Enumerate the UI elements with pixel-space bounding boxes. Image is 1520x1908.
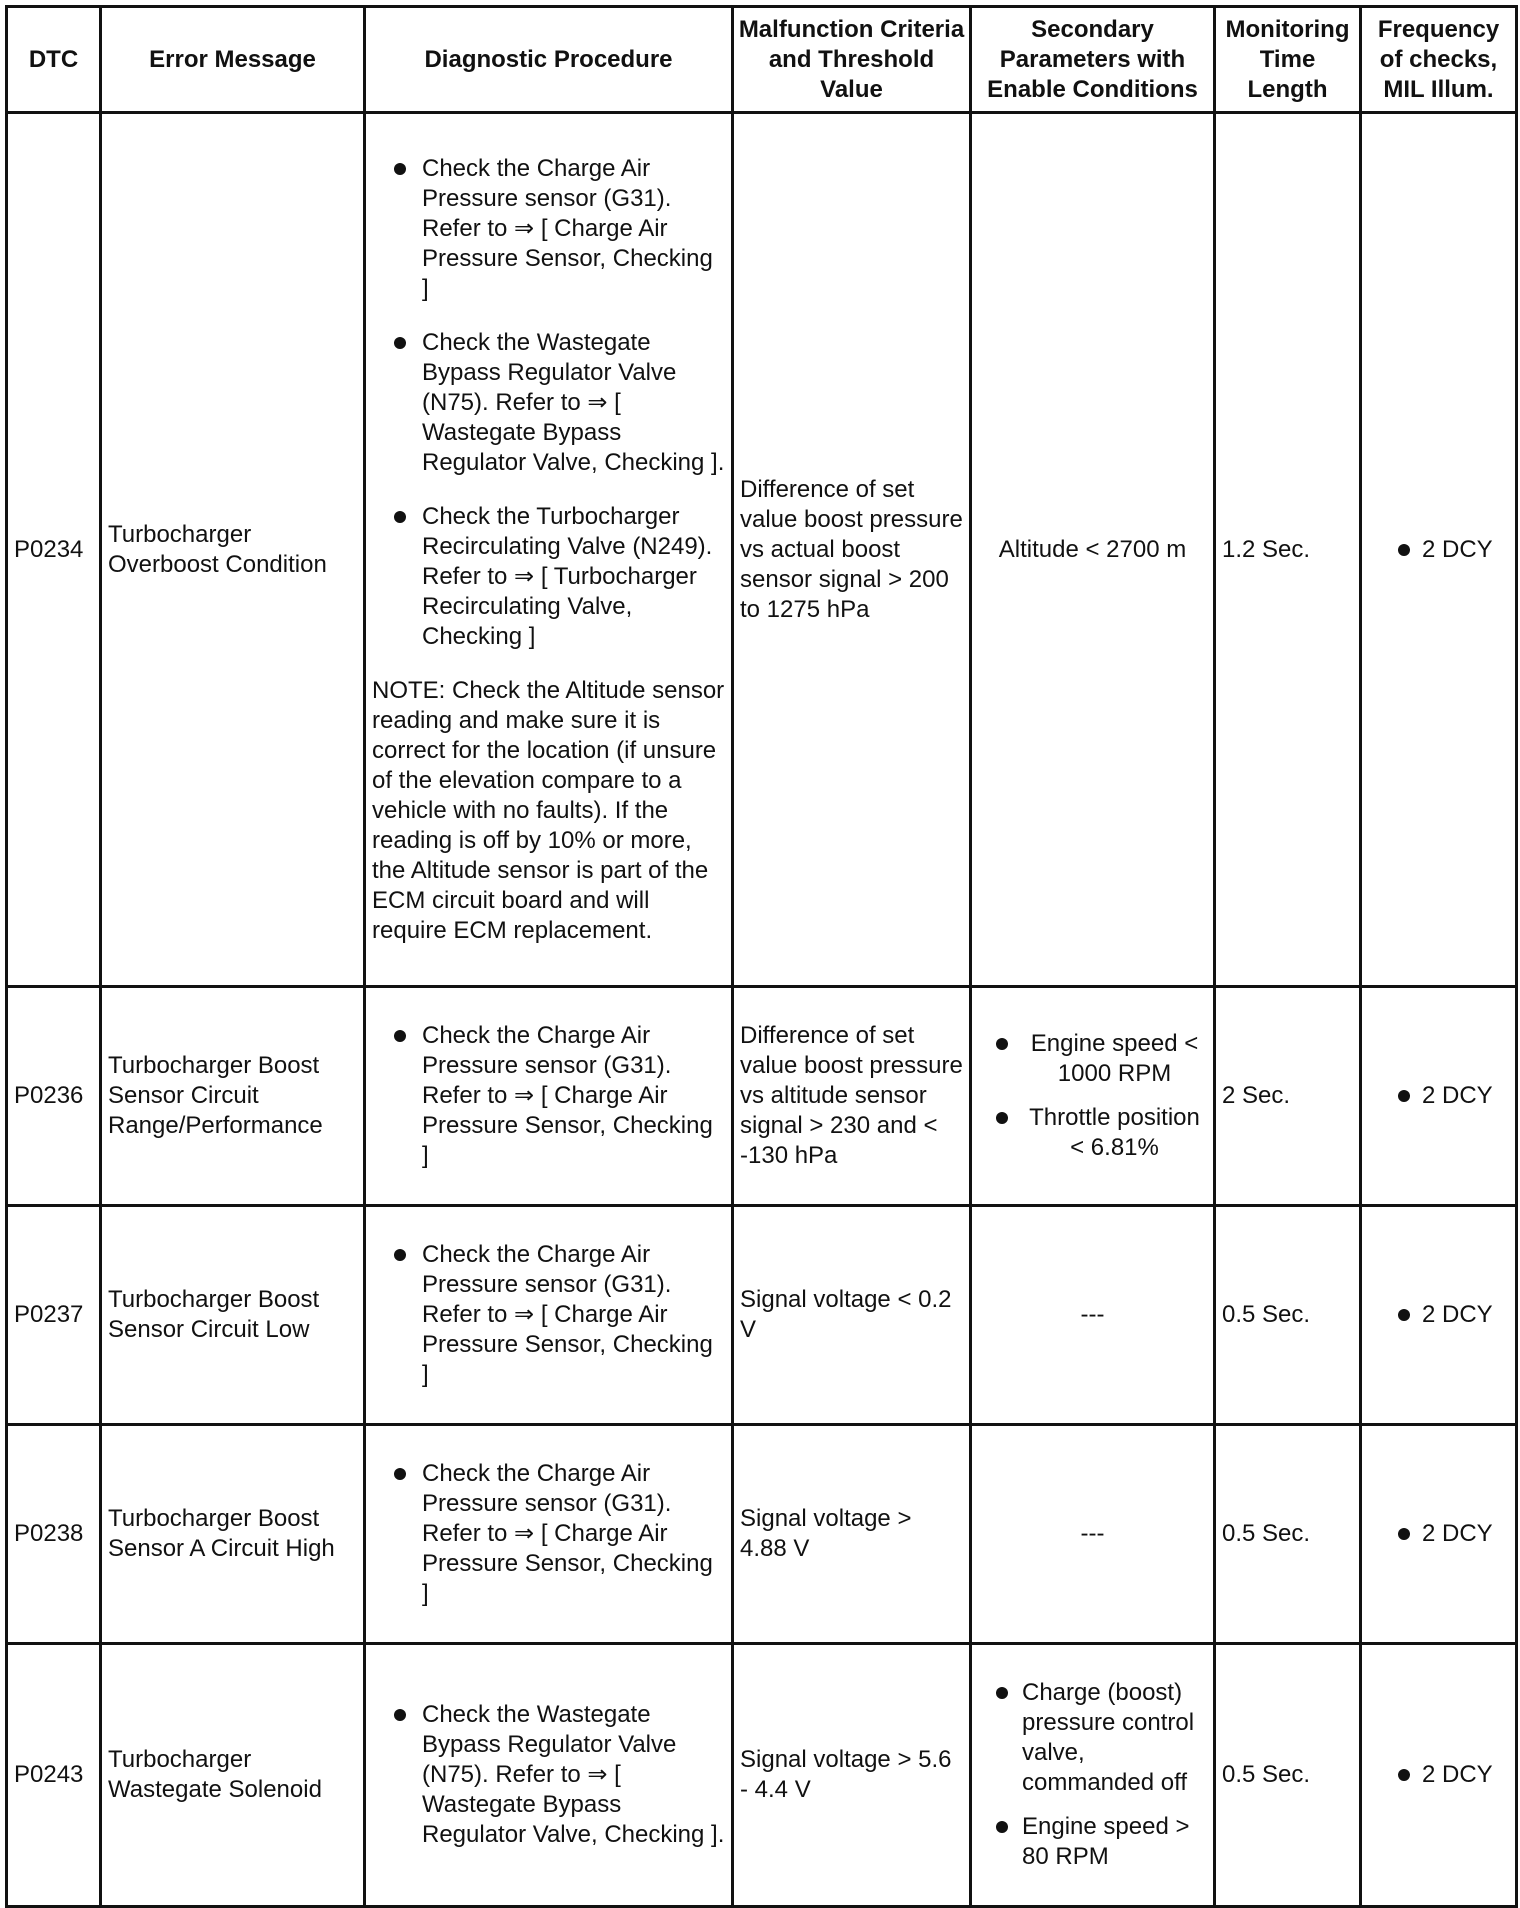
secondary-condition: Charge (boost) pressure control valve, commanded off [1022,1679,1195,1796]
bullet-icon [394,1030,406,1042]
procedure-list [372,154,725,652]
list-item [978,1678,1207,1798]
list-item [372,502,725,652]
secondary-condition: Throttle position < 6.81% [1029,1104,1200,1161]
procedure-note: NOTE: Check the Altitude sensor reading and make sure it is correct for the location (if unsure of the elevation compare to a vehicle with no faults). If the reading is off by 10% or more, the Altitude sensor is part of the ECM circuit board and will require ECM replacement. [372,676,725,944]
bullet-icon [394,1249,406,1261]
error-message: Turbocharger Overboost Condition [101,113,365,987]
monitoring-time: 0.5 Sec. [1215,1644,1361,1907]
frequency-list [1368,1519,1509,1549]
error-message: Turbocharger Boost Sensor A Circuit High [101,1425,365,1644]
secondary-list [978,1678,1207,1872]
diagnostic-procedure [365,1206,733,1425]
diagnostic-procedure [365,1644,733,1907]
frequency-list [1368,1081,1509,1111]
header-monitoring-time: Monitoring Time Length [1215,7,1361,113]
frequency-value: 2 DCY [1422,1520,1493,1547]
bullet-icon [1398,1090,1410,1102]
error-message: Turbocharger Boost Sensor Circuit Range/Performance [101,987,365,1206]
procedure-step: Check the Charge Air Pressure sensor (G31). Refer to ⇒ [ Charge Air Pressure Sensor, Checking ] [422,1241,713,1388]
monitoring-time: 0.5 Sec. [1215,1206,1361,1425]
secondary-parameters [971,987,1215,1206]
header-frequency: Frequency of checks, MIL Illum. [1361,7,1517,113]
bullet-icon [394,511,406,523]
dtc-code: P0238 [7,1425,101,1644]
bullet-icon [1398,1769,1410,1781]
header-secondary-parameters: Secondary Parameters with Enable Conditions [971,7,1215,113]
frequency [1361,113,1517,987]
header-diagnostic-procedure: Diagnostic Procedure [365,7,733,113]
list-item [1368,1300,1509,1330]
dtc-code: P0243 [7,1644,101,1907]
frequency-value: 2 DCY [1422,1301,1493,1328]
list-item [1368,1760,1509,1790]
procedure-list [372,1459,725,1609]
list-item [1368,1081,1509,1111]
frequency-value: 2 DCY [1422,535,1493,563]
frequency [1361,1644,1517,1907]
error-message: Turbocharger Boost Sensor Circuit Low [101,1206,365,1425]
procedure-step: Check the Wastegate Bypass Regulator Valve (N75). Refer to ⇒ [ Wastegate Bypass Regulator Valve, Checking ]. [422,1701,725,1848]
list-item [978,1812,1207,1872]
procedure-list [372,1021,725,1171]
table-row [7,1425,1517,1644]
frequency-list [1368,535,1509,565]
table-row [7,1206,1517,1425]
dtc-table [5,5,1518,1908]
bullet-icon [394,337,406,349]
procedure-list [372,1700,725,1850]
frequency [1361,987,1517,1206]
bullet-icon [996,1112,1008,1124]
list-item [372,154,725,304]
frequency-value: 2 DCY [1422,1082,1493,1109]
bullet-icon [1398,1309,1410,1321]
malfunction-criteria: Difference of set value boost pressure vs actual boost sensor signal > 200 to 1275 hPa [733,113,971,987]
bullet-icon [996,1821,1008,1833]
bullet-icon [394,1709,406,1721]
malfunction-criteria: Signal voltage > 4.88 V [733,1425,971,1644]
secondary-condition: Engine speed > 80 RPM [1022,1813,1190,1870]
list-item [978,1029,1207,1089]
monitoring-time: 0.5 Sec. [1215,1425,1361,1644]
frequency [1361,1206,1517,1425]
secondary-parameters: --- [971,1206,1215,1425]
monitoring-time: 2 Sec. [1215,987,1361,1206]
list-item [1368,535,1509,565]
procedure-step: Check the Charge Air Pressure sensor (G31). Refer to ⇒ [ Charge Air Pressure Sensor, Checking ] [422,1022,713,1169]
malfunction-criteria: Signal voltage < 0.2 V [733,1206,971,1425]
dtc-code: P0236 [7,987,101,1206]
bullet-icon [996,1038,1008,1050]
list-item [372,1459,725,1609]
bullet-icon [1398,544,1410,556]
table-row [7,1644,1517,1907]
diagnostic-procedure [365,1425,733,1644]
frequency [1361,1425,1517,1644]
procedure-step: Check the Charge Air Pressure sensor (G31). Refer to ⇒ [ Charge Air Pressure Sensor, Checking ] [422,1460,713,1607]
list-item [372,1700,725,1850]
monitoring-time: 1.2 Sec. [1215,113,1361,987]
error-message: Turbocharger Wastegate Solenoid [101,1644,365,1907]
procedure-list [372,1240,725,1390]
frequency-list [1368,1760,1509,1790]
header-row [7,7,1517,113]
frequency-list [1368,1300,1509,1330]
procedure-step: Check the Charge Air Pressure sensor (G31). Refer to ⇒ [ Charge Air Pressure Sensor, Checking ] [422,154,713,302]
dtc-code: P0237 [7,1206,101,1425]
list-item [1368,1519,1509,1549]
list-item [978,1103,1207,1163]
secondary-parameters [971,1644,1215,1907]
malfunction-criteria: Signal voltage > 5.6 - 4.4 V [733,1644,971,1907]
malfunction-criteria: Difference of set value boost pressure vs altitude sensor signal > 230 and < -130 hPa [733,987,971,1206]
bullet-icon [1398,1528,1410,1540]
diagnostic-procedure [365,113,733,987]
bullet-icon [394,1468,406,1480]
procedure-step: Check the Turbocharger Recirculating Valve (N249). Refer to ⇒ [ Turbocharger Recirculating Valve, Checking ] [422,502,713,650]
dtc-code: P0234 [7,113,101,987]
frequency-value: 2 DCY [1422,1761,1493,1788]
diagnostic-procedure [365,987,733,1206]
list-item [372,1021,725,1171]
list-item [372,328,725,478]
secondary-parameters: Altitude < 2700 m [971,113,1215,987]
header-error-message: Error Message [101,7,365,113]
procedure-step: Check the Wastegate Bypass Regulator Valve (N75). Refer to ⇒ [ Wastegate Bypass Regulator Valve, Checking ]. [422,328,725,476]
bullet-icon [996,1687,1008,1699]
table-row [7,987,1517,1206]
table-row [7,113,1517,987]
bullet-icon [394,163,406,175]
secondary-list [978,1029,1207,1163]
list-item [372,1240,725,1390]
header-dtc: DTC [7,7,101,113]
secondary-condition: Engine speed < 1000 RPM [1030,1030,1199,1087]
secondary-parameters: --- [971,1425,1215,1644]
header-malfunction-criteria: Malfunction Criteria and Threshold Value [733,7,971,113]
